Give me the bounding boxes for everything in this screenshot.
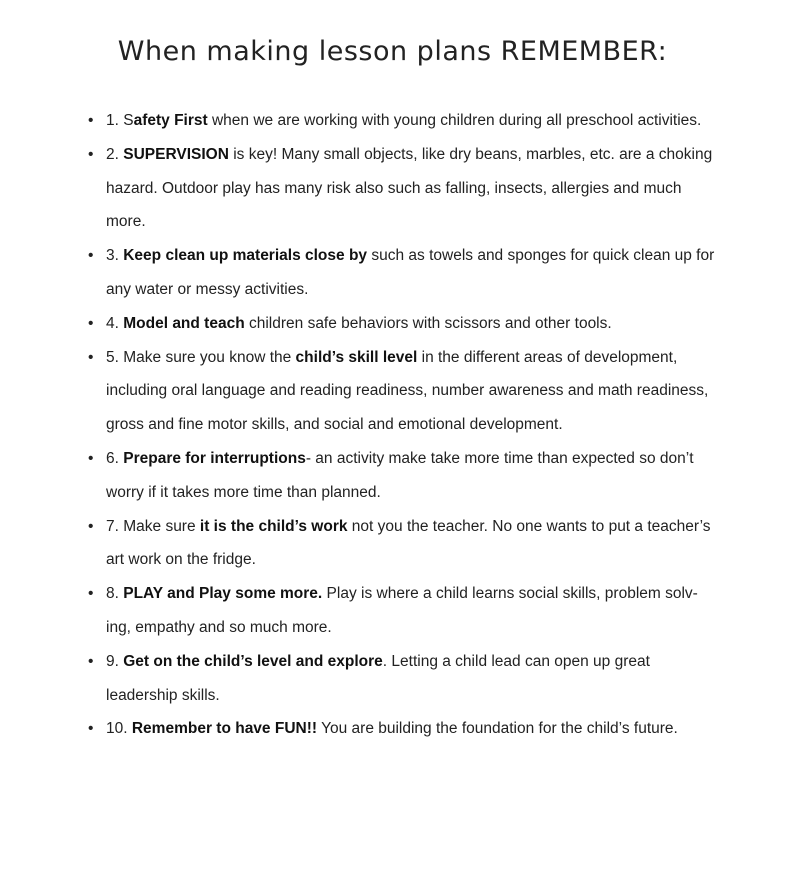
item-emphasis: PLAY and Play some more. [123, 585, 323, 603]
list-item [85, 712, 725, 746]
list-item [85, 104, 725, 138]
item-prefix: 2. [106, 145, 124, 163]
list-item [85, 442, 725, 510]
item-prefix: 9. [106, 652, 124, 670]
list-item [85, 341, 725, 442]
bullet-icon: • [88, 112, 94, 129]
item-prefix: 1. S [106, 112, 134, 129]
item-emphasis: Model and teach [123, 314, 245, 332]
item-prefix: 7. Make sure [106, 517, 200, 535]
bullet-icon: • [88, 247, 94, 265]
item-prefix: 4. [106, 314, 124, 332]
item-text: in the different areas of development, including oral language and reading readiness, number awareness and math readiness, gross and fine motor skills, and social and emotional development. [106, 348, 709, 434]
bullet-icon: • [88, 585, 94, 603]
item-prefix: 3. [106, 247, 124, 265]
item-text: children safe behaviors with scissors and other tools. [244, 314, 612, 332]
list-item [85, 307, 725, 341]
list-item [85, 577, 725, 645]
bullet-icon: • [88, 517, 94, 535]
reminder-list [85, 104, 725, 746]
item-text: such as towels and sponges for quick clean up for any water or messy activities. [106, 247, 715, 298]
item-text: . Letting a child lead can open up great leadership skills. [106, 652, 650, 704]
item-emphasis: it is the child’s work [199, 517, 348, 535]
bullet-icon: • [88, 449, 94, 467]
item-emphasis: Get on the child’s level and explore [123, 652, 383, 670]
list-item [85, 510, 725, 578]
item-text: - an activity make take more time than expected so don’t worry if it takes more time than planned. [106, 449, 694, 501]
item-prefix: 6. [106, 449, 124, 467]
item-emphasis: SUPERVISION [123, 145, 229, 163]
bullet-icon: • [88, 145, 94, 163]
item-text: Play is where a child learns social skills, problem solv- ing, empathy and so much more. [106, 585, 698, 636]
item-emphasis: afety First [133, 112, 208, 129]
item-prefix: 8. [106, 585, 124, 603]
item-emphasis: child’s skill level [295, 348, 418, 366]
list-item [85, 239, 725, 307]
bullet-icon: • [88, 652, 94, 670]
bullet-icon: • [88, 314, 94, 332]
page-title: When making lesson plans REMEMBER: [117, 36, 668, 67]
list-item [85, 645, 725, 713]
item-emphasis: Remember to have FUN!! [131, 720, 318, 738]
item-emphasis: Keep clean up materials close by [123, 247, 368, 265]
item-text: is key! Many small objects, like dry beans, marbles, etc. are a choking hazard. Outdoor play has many risk also such as falling, insects, allergies and much more. [106, 145, 713, 231]
item-prefix: 5. Make sure you know the [106, 348, 296, 366]
bullet-icon: • [88, 348, 94, 366]
list-item [85, 138, 725, 239]
item-prefix: 10. [106, 720, 132, 738]
bullet-icon: • [88, 720, 94, 738]
item-text: when we are working with young children during all preschool activities. [207, 112, 702, 129]
item-text: You are building the foundation for the child’s future. [317, 720, 678, 738]
item-emphasis: Prepare for interruptions [123, 449, 306, 467]
item-text: not you the teacher. No one wants to put a teacher’s art work on the fridge. [106, 517, 711, 569]
